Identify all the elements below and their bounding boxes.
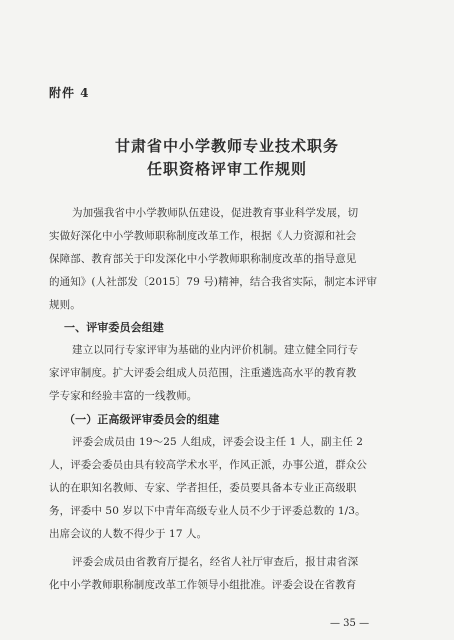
page-number: — 35 — [330, 618, 370, 629]
subsection-heading: （一）正高级评审委员会的组建 [64, 413, 220, 426]
intro-line: 为加强我省中小学教师队伍建设，促进教育事业科学发展，切 [72, 207, 359, 219]
document-title-line1: 甘肃省中小学教师专业技术职务 [114, 137, 339, 155]
section-body-line: 学专家和经验丰富的一线教师。 [49, 390, 198, 402]
subsection-body-line: 化中小学教师职称制度改革工作领导小组批准。评委会设在省教育 [49, 579, 357, 591]
attachment-label: 附件 4 [49, 86, 90, 100]
intro-line: 规则。 [49, 299, 81, 311]
intro-line: 的通知》(人社部发〔2015〕79 号)精神，结合我省实际，制定本评审 [49, 276, 378, 288]
subsection-body-line: 评委会成员由 19～25 人组成，评委会设主任 1 人，副主任 2 [72, 436, 364, 448]
subsection-body-line: 认的在职知名教师、专家、学者担任，委员要具备本专业正高级职 [49, 482, 357, 494]
subsection-body-line: 务，评委中 50 岁以下中青年高级专业人员不少于评委总数的 1/3。 [49, 505, 366, 517]
subsection-body-line: 出席会议的人数不得少于 17 人。 [49, 528, 208, 540]
section-heading: 一、评审委员会组建 [64, 321, 164, 334]
subsection-body-line: 人，评委会委员由具有较高学术水平，作风正派，办事公道，群众公 [49, 459, 367, 471]
intro-line: 保障部、教育部关于印发深化中小学教师职称制度改革的指导意见 [49, 253, 357, 265]
subsection-body-line: 评委会成员由省教育厅提名，经省人社厅审查后，报甘肃省深 [72, 556, 359, 568]
intro-line: 实做好深化中小学教师职称制度改革工作，根据《人力资源和社会 [49, 230, 357, 242]
document-title-line2: 任职资格评审工作规则 [146, 160, 307, 178]
section-body-line: 建立以同行专家评审为基础的业内评价机制。建立健全同行专 [72, 344, 359, 356]
section-body-line: 家评审制度。扩大评委会组成人员范围，注重遴选高水平的教育教 [49, 367, 357, 379]
